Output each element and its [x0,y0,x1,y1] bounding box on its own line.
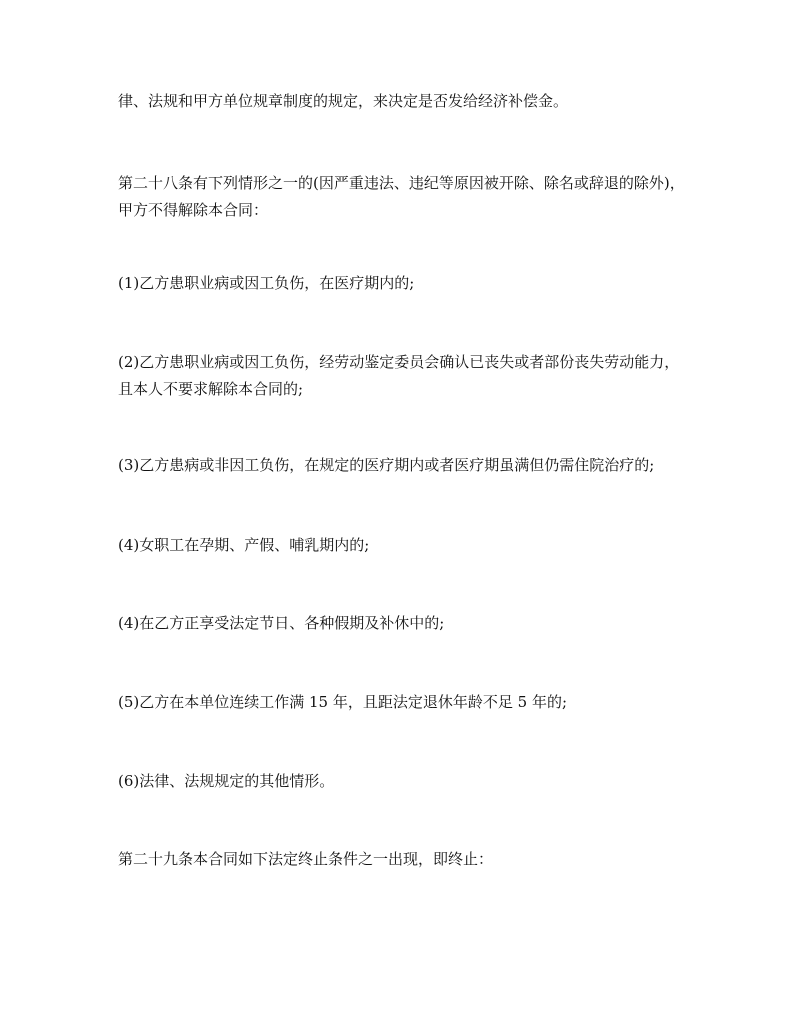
paragraph-item-4-female-workers: (4)女职工在孕期、产假、哺乳期内的; [118,536,370,554]
paragraph-compensation-rule: 律、法规和甲方单位规章制度的规定，来决定是否发给经济补偿金。 [118,92,569,110]
paragraph-item-1: (1)乙方患职业病或因工负伤，在医疗期内的; [118,274,415,292]
paragraph-item-6: (6)法律、法规规定的其他情形。 [118,772,335,790]
paragraph-article-29: 第二十九条本合同如下法定终止条件之一出现，即终止： [118,850,494,868]
paragraph-item-5: (5)乙方在本单位连续工作满 15 年，且距法定退休年龄不足 5 年的; [118,693,568,711]
paragraph-article-28: 第二十八条有下列情形之一的(因严重违法、违纪等原因被开除、除名或辞退的除外)，甲方不得解除本合同： [118,174,685,219]
paragraph-item-4-holidays: (4)在乙方正享受法定节日、各种假期及补休中的; [118,614,445,632]
paragraph-item-2: (2)乙方患职业病或因工负伤，经劳动鉴定委员会确认已丧失或者部份丧失劳动能力，且本人不要求解除本合同的; [118,353,680,398]
paragraph-item-3: (3)乙方患病或非因工负伤，在规定的医疗期内或者医疗期虽满但仍需住院治疗的; [118,456,655,474]
